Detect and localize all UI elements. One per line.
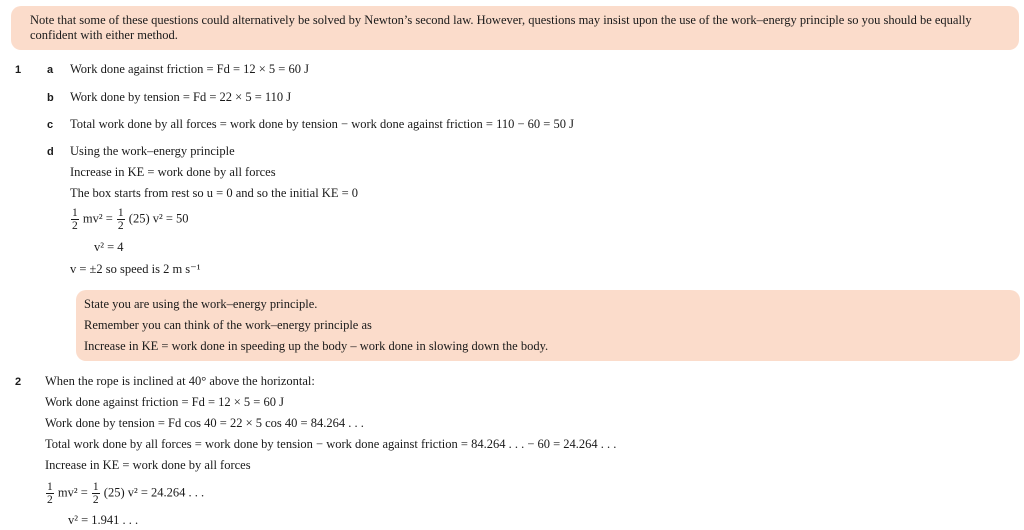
fraction-half-lhs (71, 207, 79, 232)
part-label-1d: d (47, 146, 54, 158)
fraction-denominator: 2 (47, 494, 53, 506)
answer-2-line3: Work done by tension = Fd cos 40 = 22 × 5 cos 40 = 84.264 . . . (45, 416, 364, 430)
fraction-half-rhs (117, 207, 125, 232)
part-label-1a: a (47, 64, 54, 76)
equation-rhs-tail: (25) v² = 24.264 . . . (103, 485, 205, 500)
fraction-half-rhs (92, 481, 100, 506)
answer-2-line1: When the rope is inclined at 40° above the horizontal: (45, 374, 315, 388)
answer-2-line2: Work done against friction = Fd = 12 × 5 = 60 J (45, 395, 284, 409)
tip-line2: Remember you can think of the work–energy principle as (84, 318, 372, 332)
equation-1d-v-squared: v² = 4 (94, 240, 124, 254)
equation-2-v-squared: v² = 1.941 . . . (68, 513, 139, 527)
equation-1d-speed: v = ±2 so speed is 2 m s⁻¹ (70, 262, 201, 276)
fraction-numerator: 1 (47, 481, 53, 493)
question-number-2: 2 (15, 376, 22, 388)
equation-2-kinetic-energy (45, 481, 204, 506)
intro-note-text: Note that some of these questions could alternatively be solved by Newton’s second law. However, questions may insist upon the use of the work–energy principle so you should be equally confident with either method. (30, 13, 972, 42)
part-label-1b: b (47, 92, 54, 104)
fraction-numerator: 1 (117, 207, 124, 219)
answer-1d-line2: Increase in KE = work done by all forces (70, 165, 276, 179)
equation-lhs-tail: mv² = (57, 485, 88, 500)
fraction-numerator: 1 (92, 481, 99, 493)
answer-1d-line1: Using the work–energy principle (70, 144, 235, 158)
equation-1d-kinetic-energy (70, 207, 189, 232)
answer-2-line5: Increase in KE = work done by all forces (45, 458, 251, 472)
answer-1b: Work done by tension = Fd = 22 × 5 = 110 J (70, 90, 292, 104)
intro-note (11, 6, 1019, 50)
answer-2-line4: Total work done by all forces = work done by tension − work done against friction = 84.264 . . . − 60 = 24.264 . . . (45, 437, 617, 451)
tip-line3: Increase in KE = work done in speeding up the body – work done in slowing down the body. (84, 339, 549, 353)
tip-line1: State you are using the work–energy principle. (84, 297, 318, 311)
part-label-1c: c (47, 119, 54, 131)
fraction-half-lhs (46, 481, 54, 506)
fraction-denominator: 2 (117, 220, 124, 232)
answer-1c: Total work done by all forces = work done by tension − work done against friction = 110 − 60 = 50 J (70, 117, 574, 131)
answer-1a: Work done against friction = Fd = 12 × 5 = 60 J (70, 62, 309, 76)
answer-1d-line3: The box starts from rest so u = 0 and so the initial KE = 0 (70, 186, 359, 200)
equation-lhs-tail: mv² = (82, 211, 113, 226)
fraction-denominator: 2 (72, 220, 78, 232)
equation-rhs-tail: (25) v² = 50 (128, 211, 189, 226)
question-number-1: 1 (15, 64, 22, 76)
fraction-numerator: 1 (72, 207, 78, 219)
fraction-denominator: 2 (92, 494, 99, 506)
tip-box (76, 290, 1020, 361)
